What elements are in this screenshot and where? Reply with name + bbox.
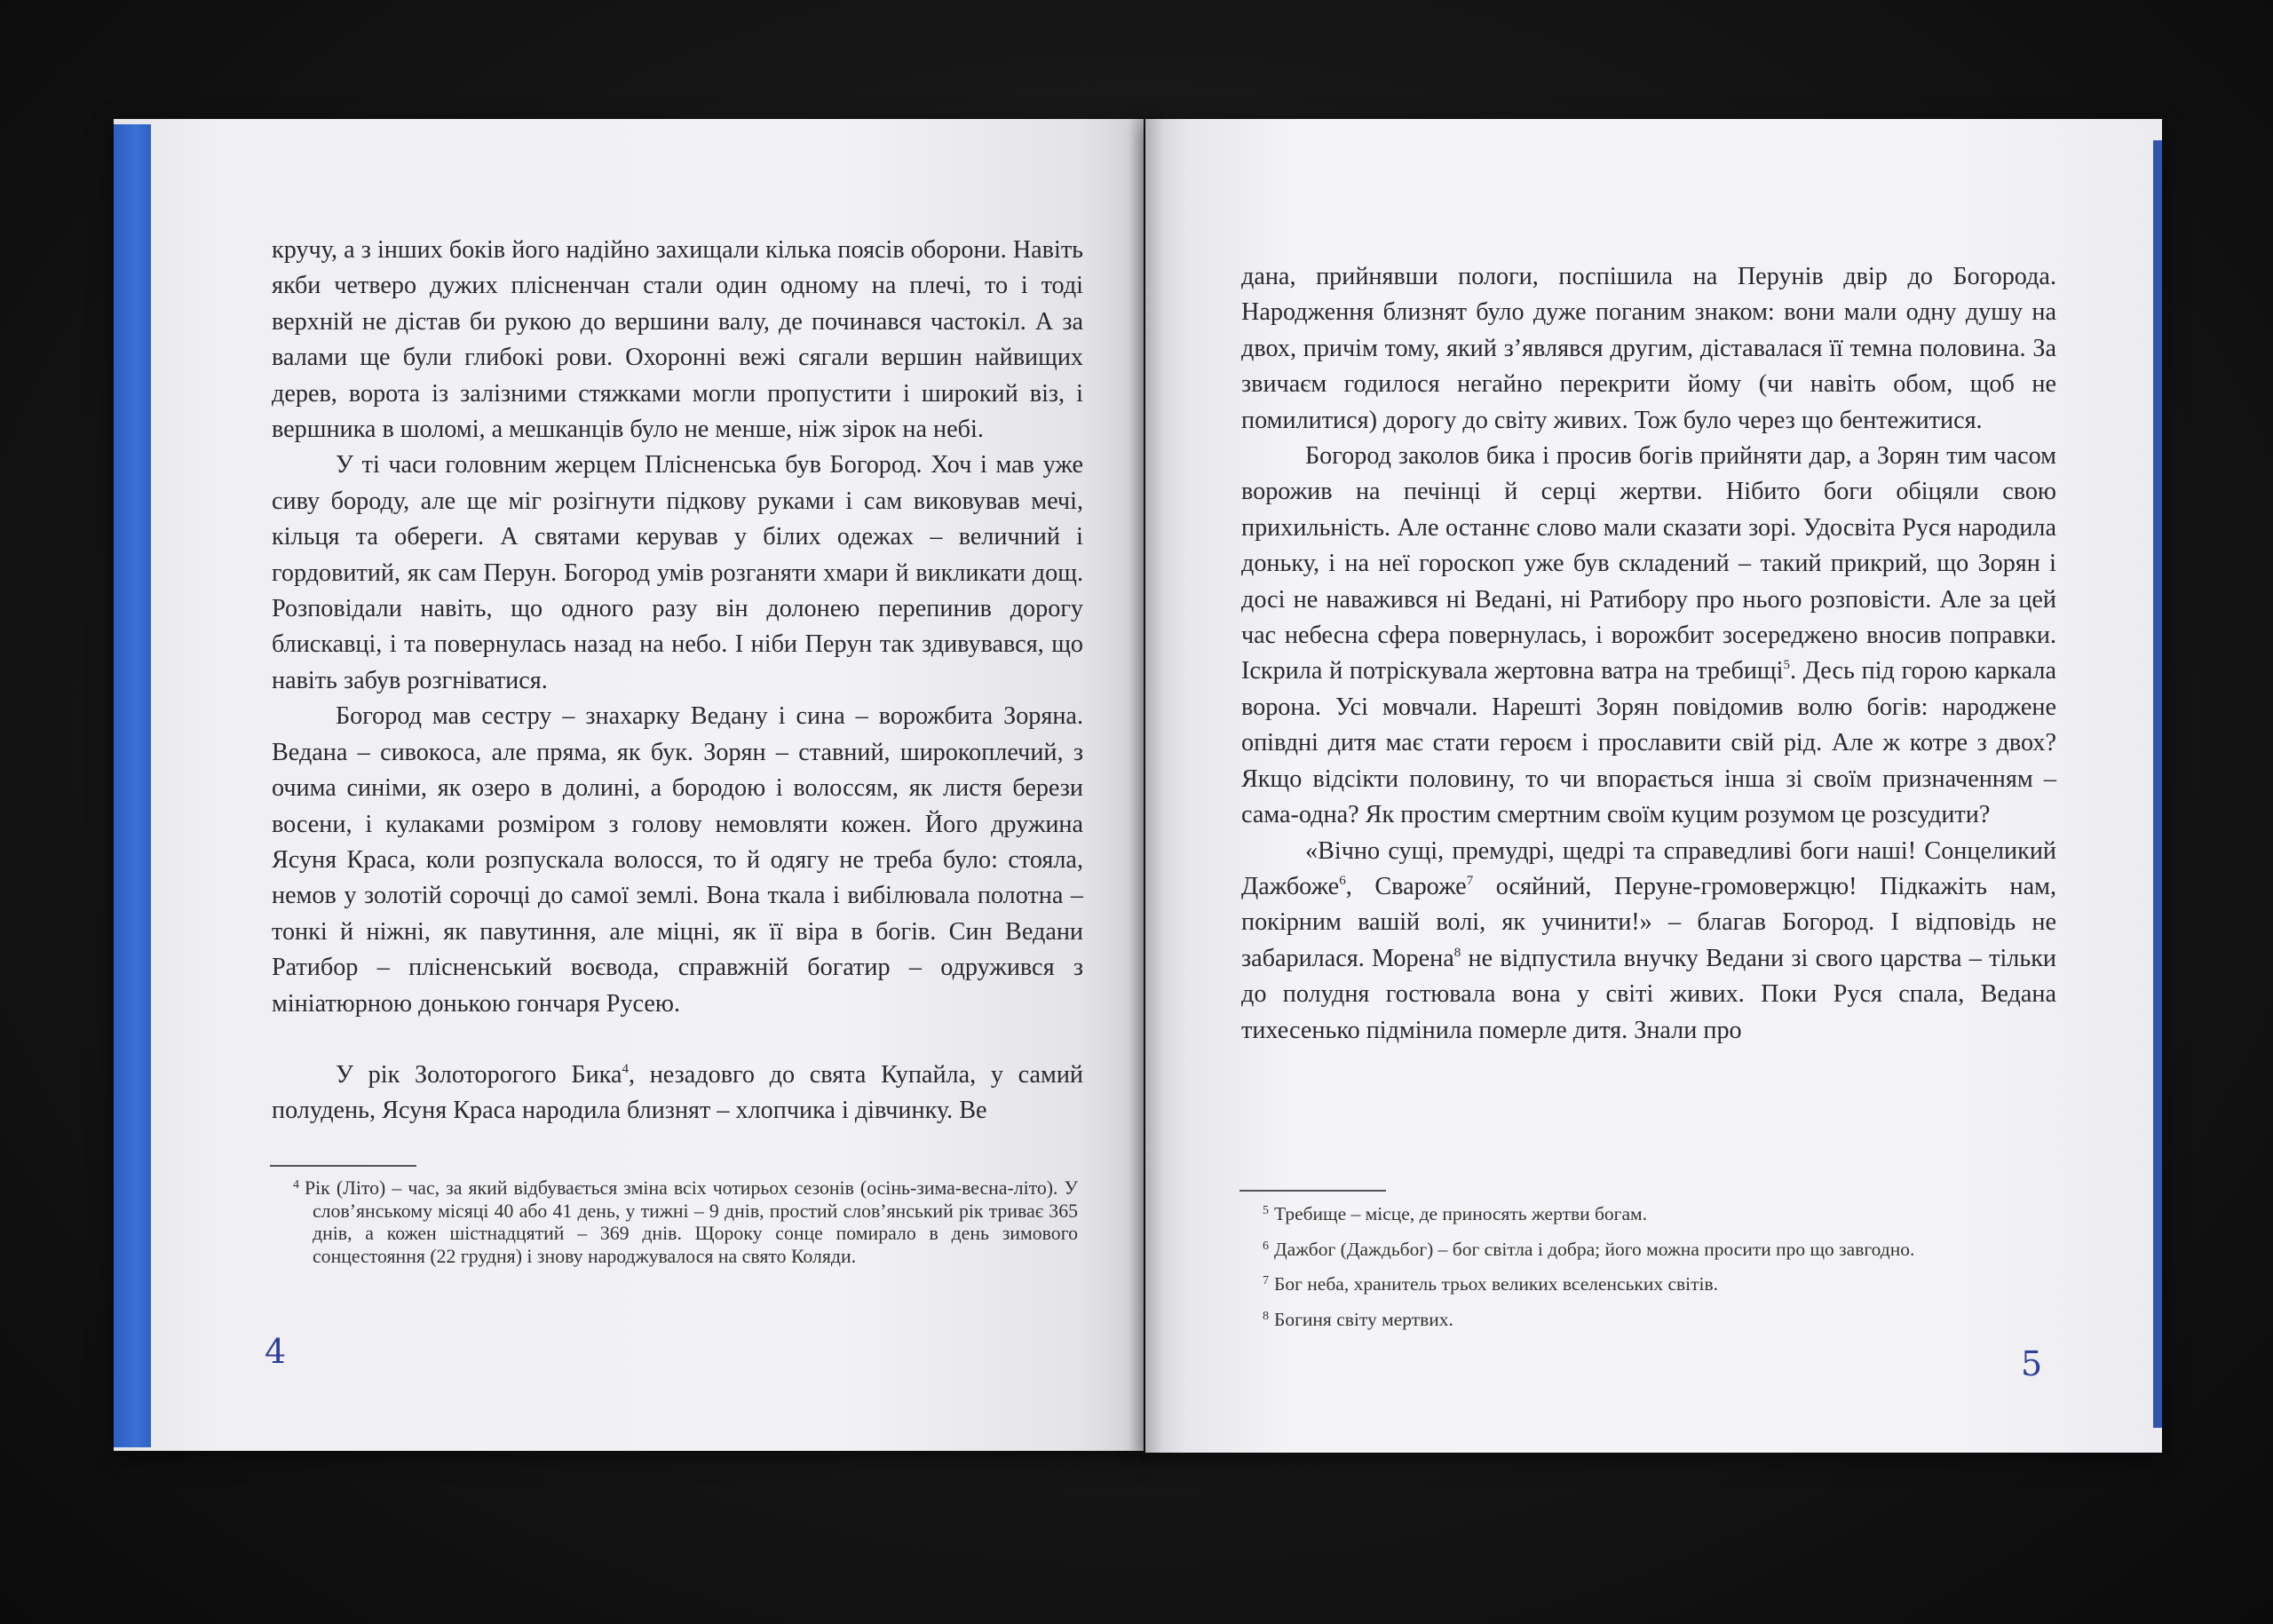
- right-page-body: [1241, 259, 2056, 1049]
- footnote-text: Дажбог (Даждьбог) – бог світла і добра; його можна просити про що завгодно.: [1274, 1238, 1915, 1260]
- footnote-text: Требище – місце, де приносять жертви богам.: [1274, 1203, 1648, 1224]
- footnote-ref: 5: [1783, 658, 1790, 673]
- paragraph: кручу, а з інших боків його надійно захищали кілька поясів оборони. Навіть якби четверо дужих плісненчан стали один одному на плечі, то і тоді верхній не дістав би рукою до вершини валу, де починався частокіл. А за валами ще були глибокі рови. Охоронні вежі сягали вершин найвищих дерев, ворота із залізними стяжками могли пропустити і широкий віз, і вершника в шоломі, а мешканців було не менше, ніж зірок на небі.: [272, 236, 1083, 444]
- left-footnotes: [293, 1174, 1078, 1268]
- paragraph: дана, прийнявши пологи, поспішила на Перунів двір до Богорода. Народження близнят було дуже поганим знаком: вони мали одну душу на двох, причім тому, який з’являвся другим, діставалася її темна половина. За звичаєм годилося негайно перекрити йому (чи навіть обом, щоб не помилитися) дорогу до світу живих. Тож було через що бентежитися.: [1241, 263, 2056, 434]
- footnote-text: Рік (Літо) – час, за який відбувається зміна всіх чотирьох сезонів (осінь-зима-весна-літо). У слов’янському місяці 40 або 41 день, у тижні – 9 днів, простий слов’янський рік триває 365 днів, а кожен шістнадцятий – 369 днів. Щороку сонце помирало в день зимового сонцестояння (22 грудня) і знову народжувалося на свято Коляди.: [305, 1177, 1078, 1267]
- paragraph-text: осяйний, Перуне-громовержцю! Підкажіть нам, покірним вашій волі, як учинити!» – благав Богород. І відповідь не забарилася. Морена: [1241, 872, 2056, 972]
- paragraph: У ті часи головним жерцем Плісненська був Богород. Хоч і мав уже сиву бороду, але ще міг розігнути підкову руками і сам виковував мечі, кільця та обереги. А святами керував у білих одежах – величний і гордовитий, як сам Перун. Богород умів розганяти хмари й викликати дощ. Розповідали навіть, що одного разу він долонею перепинив дорогу блискавці, і та повернулась назад на небо. І ніби Перун так здивувався, що навіть забув розгніватися.: [272, 451, 1083, 694]
- paragraph-text: Богород заколов бика і просив богів прийняти дар, а Зорян тим часом ворожив на печінці й серці жертви. Нібито боги обіцяли свою прихильність. Але останнє слово мали сказати зорі. Удосвіта Руся народила доньку, і на неї гороскоп уже був складений – такий прикрий, що Зорян і досі не наважився ні Ведані, ні Ратибору про нього розповісти. Але за цей час небесна сфера повернулась, і ворожбит зосереджено вносив поправки. Іскрила й потріскувала жертовна ватра на требищі: [1241, 442, 2056, 685]
- footnote-ref: 6: [1339, 873, 1346, 888]
- paragraph: [1241, 834, 2056, 1049]
- left-page-body: [272, 233, 1083, 1129]
- right-footnotes: [1263, 1195, 2062, 1335]
- paragraph-text: , незадовго до свята Купайла, у самий полудень, Ясуня Краса народила близнят – хлопчика і дівчинку. Ве: [272, 1060, 1083, 1125]
- footnote-number: 4: [293, 1178, 299, 1192]
- paragraph: [1241, 439, 2056, 833]
- paragraph-text: «Вічно сущі, премудрі, щедрі та справедливі боги наші! Сонцеликий Дажбоже: [1241, 836, 2056, 900]
- footnote-ref: 7: [1466, 873, 1474, 888]
- footnote-number: 5: [1263, 1204, 1269, 1217]
- book-spine-gutter: [1128, 115, 1163, 1465]
- paragraph-text: не відпустила внучку Ведани зі свого царства – тільки до полудня гостювала вона у світі живих. Поки Руся спала, Ведана тихесенько підмінила померле дитя. Знали про: [1241, 944, 2056, 1044]
- paragraph-text: . Десь під горою каркала ворона. Усі мовчали. Нарешті Зорян повідомив волю богів: народжене опівдні дитя має стати героєм і прославити свій рід. Але ж котре з двох? Якщо відсікти половину, то чи впорається інша зі своїм призначенням – сама-одна? Як простим смертним своїм куцим розумом це розсудити?: [1241, 657, 2056, 829]
- footnote: [1263, 1231, 2062, 1266]
- page-number-right: 5: [2021, 1344, 2043, 1383]
- paragraph: Богород мав сестру – знахарку Ведану і сина – ворожбита Зоряна. Ведана – сивокоса, але пряма, як бук. Зорян – ставний, широкоплечий, з очима синіми, як озеро в долині, а бородою і волоссям, як листя берези восени, і кулаками розміром з голову немовляти кожен. Його дружина Ясуня Краса, коли розпускала волосся, то й одягу не треба було: стояла, немов у золотій сорочці до самої землі. Вона ткала і вибілювала полотна – тонкі й ніжні, як павутиння, але міцні, як її віра в богів. Син Ведани Ратибор – плісненський воєвода, справжній богатир – одружився з мініатюрною донькою гончаря Русею.: [272, 702, 1083, 1018]
- paragraph: [272, 1058, 1083, 1129]
- footnote-ref: 8: [1453, 945, 1461, 960]
- paragraph-text: , Свароже: [1345, 872, 1467, 900]
- left-page-blue-edge: [114, 124, 151, 1447]
- footnote-divider: [1239, 1190, 1386, 1192]
- footnote-text: Бог неба, хранитель трьох великих вселенських світів.: [1274, 1273, 1719, 1295]
- footnote-number: 8: [1263, 1309, 1269, 1323]
- footnote-ref: 4: [622, 1061, 629, 1076]
- footnote: [293, 1174, 1078, 1268]
- paragraph-text: У рік Золоторогого Бика: [336, 1060, 622, 1089]
- page-number-left: 4: [265, 1332, 287, 1371]
- footnote: [1263, 1195, 2062, 1231]
- footnote-text: Богиня світу мертвих.: [1274, 1308, 1453, 1330]
- footnote-divider: [270, 1165, 416, 1167]
- footnote-number: 7: [1263, 1274, 1269, 1287]
- right-page-blue-edge: [2153, 140, 2162, 1428]
- footnote-number: 6: [1263, 1239, 1269, 1253]
- footnote: [1263, 1301, 2062, 1336]
- footnote: [1263, 1265, 2062, 1301]
